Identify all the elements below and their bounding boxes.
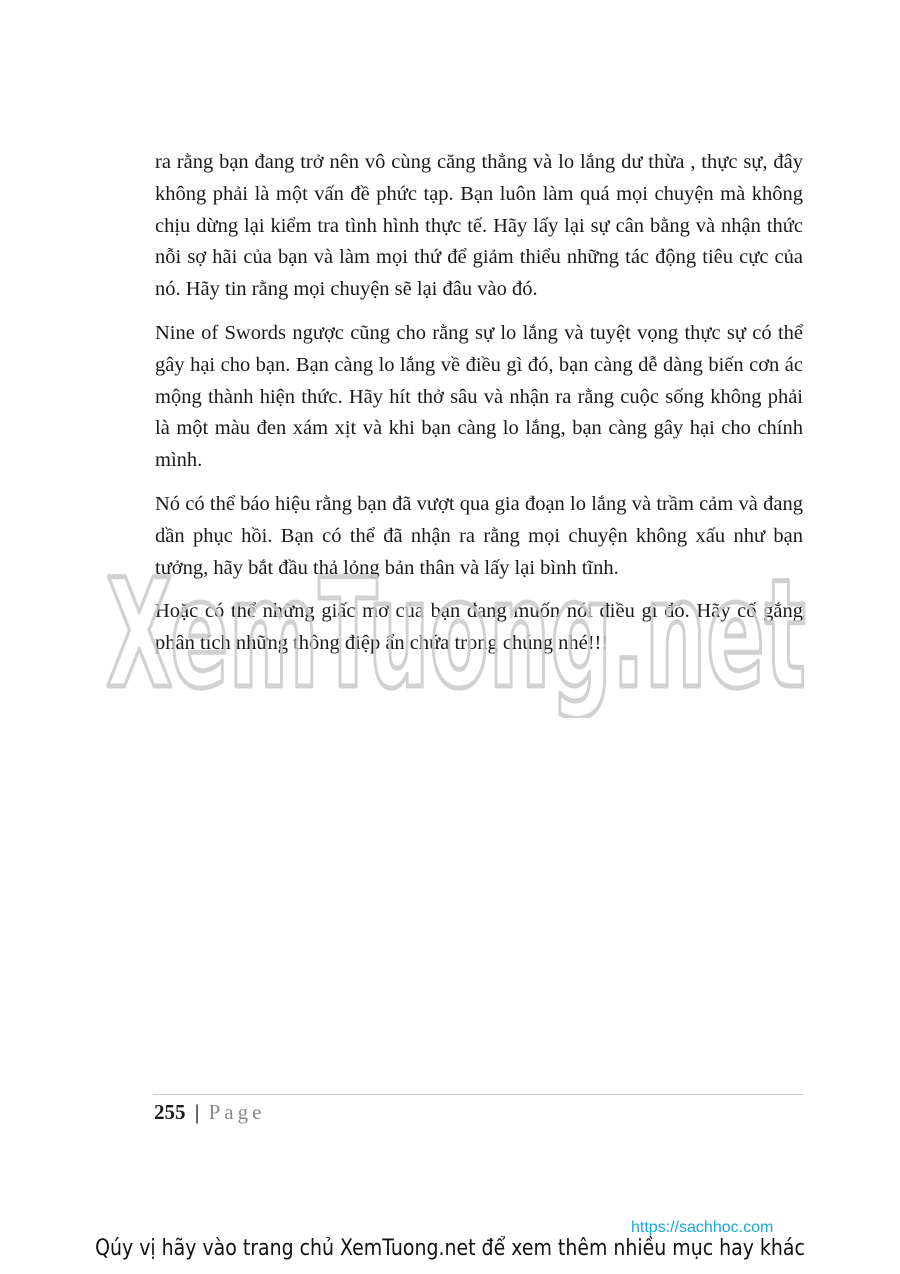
page-number-value: 255 — [154, 1100, 186, 1124]
promo-banner: Qúy vị hãy vào trang chủ XemTuong.net để xem thêm nhiều mục hay khác — [95, 1236, 805, 1261]
page-label: Page — [208, 1100, 266, 1124]
watermark-text: XemTuong.net — [106, 558, 806, 718]
paragraph: Nine of Swords ngược cũng cho rằng sự lo lắng và tuyệt vọng thực sự có thể gây hại cho bạn. Bạn càng lo lắng về điều gì đó, bạn càng dễ dàng biến cơn ác mộng thành hiện thức. Hãy hít thở sâu và nhận ra rằng cuộc sống không phải là một màu đen xám xịt và khi bạn càng lo lắng, bạn càng gây hại cho chính mình. — [155, 321, 803, 472]
page-number-separator: | — [194, 1100, 200, 1124]
paragraph: Nó có thể báo hiệu rằng bạn đã vượt qua gia đoạn lo lắng và trầm cảm và đang dần phục hồi. Bạn có thể đã nhận ra rằng mọi chuyện không xấu như bạn tưởng, hãy bắt đầu thả lỏng bản thân và lấy lại bình tĩnh. — [155, 492, 803, 579]
paragraph: Hoặc có thể những giấc mơ của bạn đang muốn nói điều gì đó. Hãy cố gắng phân tích những thông điệp ẩn chứa trong chúng nhé!!! — [155, 600, 803, 655]
body-text — [155, 147, 803, 672]
footer-divider — [153, 1094, 803, 1095]
paragraph: ra rằng bạn đang trở nên vô cùng căng thẳng và lo lắng dư thừa , thực sự, đây không phải là một vấn đề phức tạp. Bạn luôn làm quá mọi chuyện mà không chịu dừng lại kiểm tra tình hình thực tế. Hãy lấy lại sự cân bằng và nhận thức nỗi sợ hãi của bạn và làm mọi thứ để giảm thiểu những tác động tiêu cực của nó. Hãy tin rằng mọi chuyện sẽ lại đâu vào đó. — [155, 151, 803, 301]
sachhoc-link[interactable]: https://sachhoc.com — [631, 1219, 774, 1236]
page-number — [154, 1099, 265, 1125]
